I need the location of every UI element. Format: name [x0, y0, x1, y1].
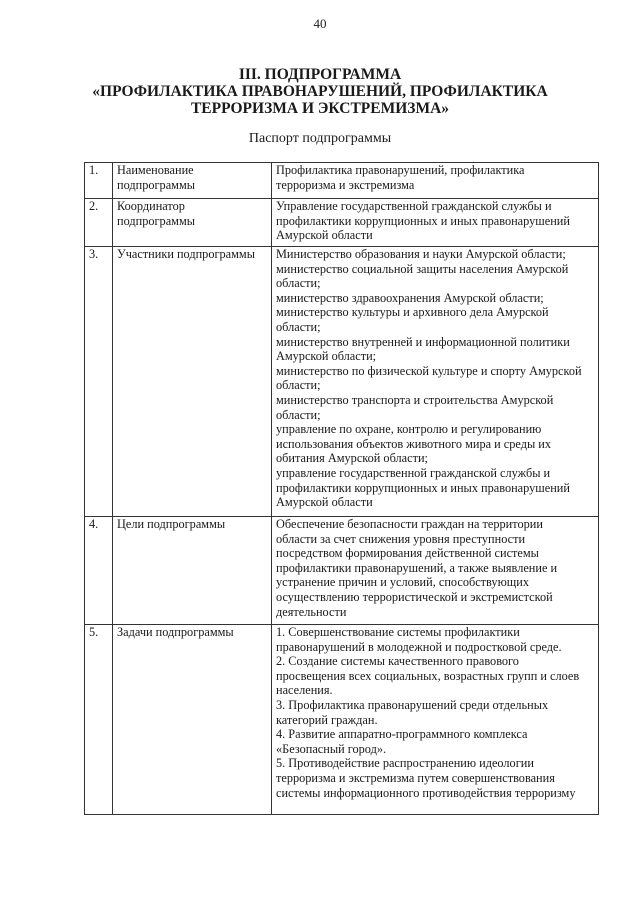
- passport-row-2: [85, 199, 599, 247]
- row-value-line: области;: [276, 407, 321, 422]
- row-label-line: Задачи подпрограммы: [117, 625, 234, 639]
- row-value: [272, 625, 599, 815]
- row-value-line: 4. Развитие аппаратно-программного комплекса: [276, 727, 528, 742]
- row-value-line: населения.: [276, 683, 333, 698]
- row-value-line: Профилактика правонарушений, профилактика: [276, 163, 525, 177]
- row-value-line: терроризма и экстремизма: [276, 177, 415, 192]
- title-line-2: «ПРОФИЛАКТИКА ПРАВОНАРУШЕНИЙ, ПРОФИЛАКТИКА: [92, 83, 548, 100]
- row-value-line: системы информационного противодействия терроризму: [276, 785, 576, 800]
- passport-row-3: [85, 247, 599, 517]
- row-label-line: подпрограммы: [117, 177, 195, 192]
- passport-subtitle: Паспорт подпрограммы: [248, 131, 392, 146]
- row-value-line: области за счет снижения уровня преступности: [276, 531, 526, 546]
- row-value-line: правонарушений в молодежной и подростковой среде.: [276, 639, 562, 654]
- row-value-line: Управление государственной гражданской службы и: [276, 199, 552, 213]
- row-number: 2.: [85, 199, 113, 247]
- row-value-line: Амурской области: [276, 495, 373, 510]
- row-value-line: «Безопасный город».: [276, 741, 387, 756]
- row-value-line: министерство по физической культуре и спорту Амурской: [276, 363, 582, 378]
- row-value-line: области;: [276, 276, 321, 291]
- row-value-line: области;: [276, 319, 321, 334]
- row-value-line: министерство культуры и архивного дела Амурской: [276, 305, 549, 320]
- row-value: [272, 517, 599, 625]
- row-value-line: 3. Профилактика правонарушений среди отдельных: [276, 697, 549, 712]
- row-value-line: категорий граждан.: [276, 712, 378, 727]
- subprogram-title: [0, 66, 640, 117]
- row-label-line: Цели подпрограммы: [117, 517, 226, 531]
- row-value: [272, 163, 599, 199]
- row-label: [113, 163, 272, 199]
- row-value-line: министерство здравоохранения Амурской области;: [276, 290, 544, 305]
- row-value-line: 2. Создание системы качественного правового: [276, 654, 519, 669]
- row-value-line: Амурской области;: [276, 349, 377, 364]
- row-value-line: осуществлению террористической и экстремистской: [276, 589, 553, 604]
- row-value-line: Обеспечение безопасности граждан на территории: [276, 517, 543, 531]
- row-value: [272, 247, 599, 517]
- page-number: 40: [313, 16, 327, 31]
- row-label-line: подпрограммы: [117, 213, 195, 228]
- row-value-line: Министерство образования и науки Амурской области;: [276, 247, 566, 261]
- row-value-line: терроризма и экстремизма путем совершенствования: [276, 770, 555, 785]
- row-value-line: использования объектов животного мира и среды их: [276, 436, 552, 451]
- row-value-line: области;: [276, 378, 321, 393]
- row-label: [113, 247, 272, 517]
- row-label-line: Наименование: [117, 163, 194, 177]
- row-number: 5.: [85, 625, 113, 815]
- row-value-line: министерство транспорта и строительства Амурской: [276, 392, 554, 407]
- passport-row-5: [85, 625, 599, 815]
- passport-row-1: [85, 163, 599, 199]
- row-value-line: 1. Совершенствование системы профилактики: [276, 625, 520, 639]
- row-label: [113, 517, 272, 625]
- row-value-line: управление по охране, контролю и регулированию: [276, 422, 542, 437]
- row-value-line: профилактики правонарушений, а также выявление и: [276, 560, 558, 575]
- row-number: 4.: [85, 517, 113, 625]
- row-value-line: управление государственной гражданской службы и: [276, 465, 551, 480]
- row-number: 1.: [85, 163, 113, 199]
- row-value-line: министерство социальной защиты населения Амурской: [276, 261, 569, 276]
- row-number: 3.: [85, 247, 113, 517]
- row-value-line: 5. Противодействие распространению идеологии: [276, 756, 534, 771]
- row-value-line: профилактики коррупционных и иных правонарушений: [276, 213, 570, 228]
- row-value-line: обитания Амурской области;: [276, 451, 428, 466]
- row-value-line: посредством формирования действенной системы: [276, 546, 539, 561]
- title-line-3: ТЕРРОРИЗМА И ЭКСТРЕМИЗМА»: [190, 100, 450, 117]
- row-label-line: Участники подпрограммы: [117, 247, 255, 261]
- passport-row-4: [85, 517, 599, 625]
- row-value-line: профилактики коррупционных и иных правонарушений: [276, 480, 570, 495]
- row-label-line: Координатор: [117, 199, 185, 213]
- row-label: [113, 625, 272, 815]
- row-label: [113, 199, 272, 247]
- row-value-line: Амурской области: [276, 228, 373, 243]
- row-value: [272, 199, 599, 247]
- row-value-line: устранение причин и условий, способствующих: [276, 575, 529, 590]
- title-line-1: III. ПОДПРОГРАММА: [238, 66, 402, 83]
- passport-table: [84, 162, 599, 815]
- passport-table-body: [85, 163, 599, 815]
- row-value-line: деятельности: [276, 604, 347, 619]
- row-value-line: министерство внутренней и информационной политики: [276, 334, 570, 349]
- row-value-line: просвещения всех социальных, возрастных групп и слоев: [276, 668, 580, 683]
